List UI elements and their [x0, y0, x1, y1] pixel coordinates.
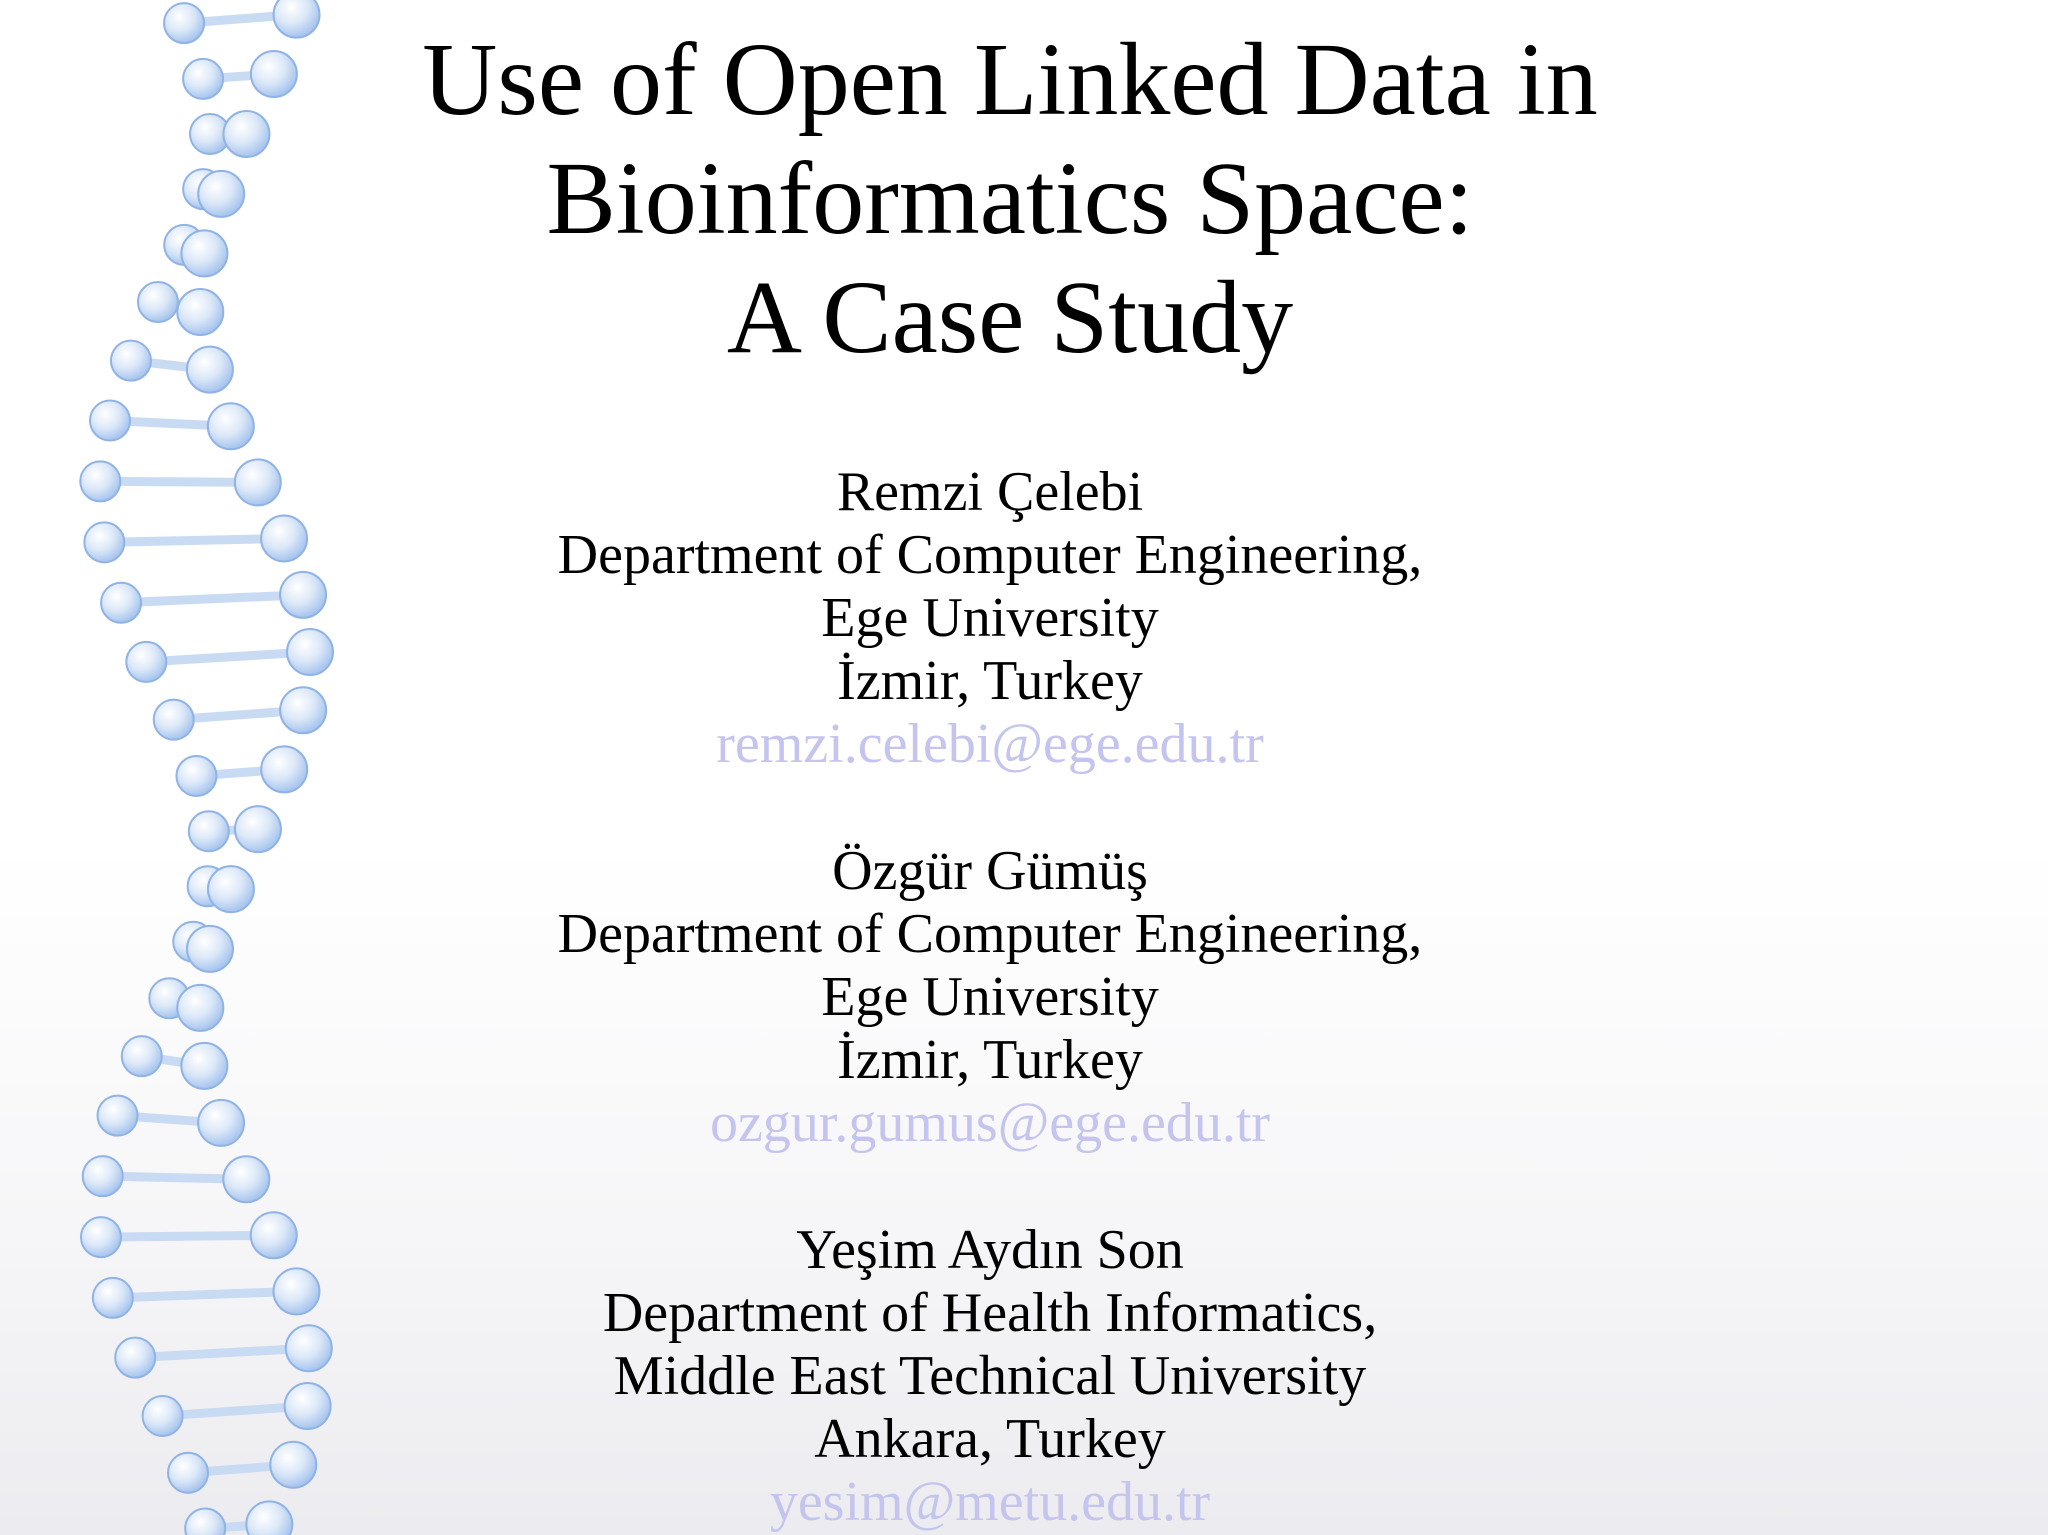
helix-bead — [143, 1396, 183, 1436]
helix-bead — [223, 111, 269, 157]
author-email-link[interactable]: yesim@metu.edu.tr — [769, 1471, 1211, 1533]
author-name: Yeşim Aydın Son — [796, 1219, 1184, 1281]
helix-bead — [270, 1442, 316, 1488]
title-line: Bioinformatics Space: — [546, 141, 1474, 256]
helix-bead — [111, 341, 151, 381]
author-department: Department of Health Informatics, — [602, 1282, 1378, 1344]
helix-bead — [198, 1100, 244, 1146]
title-line: Use of Open Linked Data in — [422, 22, 1598, 137]
author-location: İzmir, Turkey — [837, 650, 1143, 712]
helix-bead — [280, 572, 326, 618]
helix-bead — [189, 811, 229, 851]
helix-bead — [235, 459, 281, 505]
dna-helix-icon — [0, 0, 340, 1535]
helix-rung — [121, 595, 303, 603]
helix-bead — [83, 1156, 123, 1196]
helix-bead — [183, 59, 223, 99]
helix-bead — [80, 461, 120, 501]
author-institution: Ege University — [821, 587, 1159, 649]
helix-bead — [126, 642, 166, 682]
helix-bead — [285, 1383, 331, 1429]
helix-rung — [146, 652, 310, 662]
helix-bead — [138, 282, 178, 322]
helix-bead — [177, 289, 223, 335]
helix-bead — [287, 629, 333, 675]
author-institution: Middle East Technical University — [613, 1345, 1367, 1407]
helix-bead — [168, 1453, 208, 1493]
author-block — [390, 840, 1590, 1155]
helix-bead — [235, 806, 281, 852]
helix-bead — [261, 515, 307, 561]
helix-bead — [90, 401, 130, 441]
helix-bead — [280, 687, 326, 733]
author-name: Özgür Gümüş — [832, 840, 1148, 902]
helix-bead — [98, 1096, 138, 1136]
author-email-link[interactable]: ozgur.gumus@ege.edu.tr — [709, 1092, 1271, 1154]
author-department: Department of Computer Engineering, — [557, 903, 1423, 965]
author-block — [390, 1219, 1590, 1534]
helix-bead — [286, 1325, 332, 1371]
helix-bead — [208, 403, 254, 449]
slide-title — [310, 20, 1710, 377]
helix-bead — [93, 1278, 133, 1318]
helix-bead — [101, 583, 141, 623]
helix-rung — [135, 1348, 309, 1357]
helix-bead — [154, 700, 194, 740]
helix-bead — [164, 3, 204, 43]
helix-rung — [104, 538, 284, 542]
author-name: Remzi Çelebi — [836, 461, 1144, 523]
helix-bead — [181, 1043, 227, 1089]
helix-bead — [246, 1501, 292, 1535]
helix-bead — [251, 51, 297, 97]
helix-bead — [198, 171, 244, 217]
helix-bead — [115, 1338, 155, 1378]
helix-bead — [185, 1508, 225, 1535]
author-location: İzmir, Turkey — [837, 1029, 1143, 1091]
helix-bead — [122, 1036, 162, 1076]
helix-bead — [176, 756, 216, 796]
author-email-link[interactable]: remzi.celebi@ege.edu.tr — [716, 713, 1264, 775]
helix-rung — [113, 1291, 297, 1297]
helix-bead — [273, 1268, 319, 1314]
author-location: Ankara, Turkey — [814, 1408, 1166, 1470]
helix-bead — [181, 230, 227, 276]
helix-bead — [251, 1212, 297, 1258]
helix-bead — [208, 866, 254, 912]
author-department: Department of Computer Engineering, — [557, 524, 1423, 586]
helix-bead — [84, 522, 124, 562]
author-block — [390, 461, 1590, 776]
title-line: A Case Study — [726, 260, 1294, 375]
helix-bead — [187, 926, 233, 972]
helix-bead — [81, 1217, 121, 1257]
helix-bead — [187, 347, 233, 393]
helix-bead — [223, 1156, 269, 1202]
author-institution: Ege University — [821, 966, 1159, 1028]
helix-bead — [177, 985, 223, 1031]
helix-bead — [261, 746, 307, 792]
helix-rung — [101, 1235, 274, 1237]
